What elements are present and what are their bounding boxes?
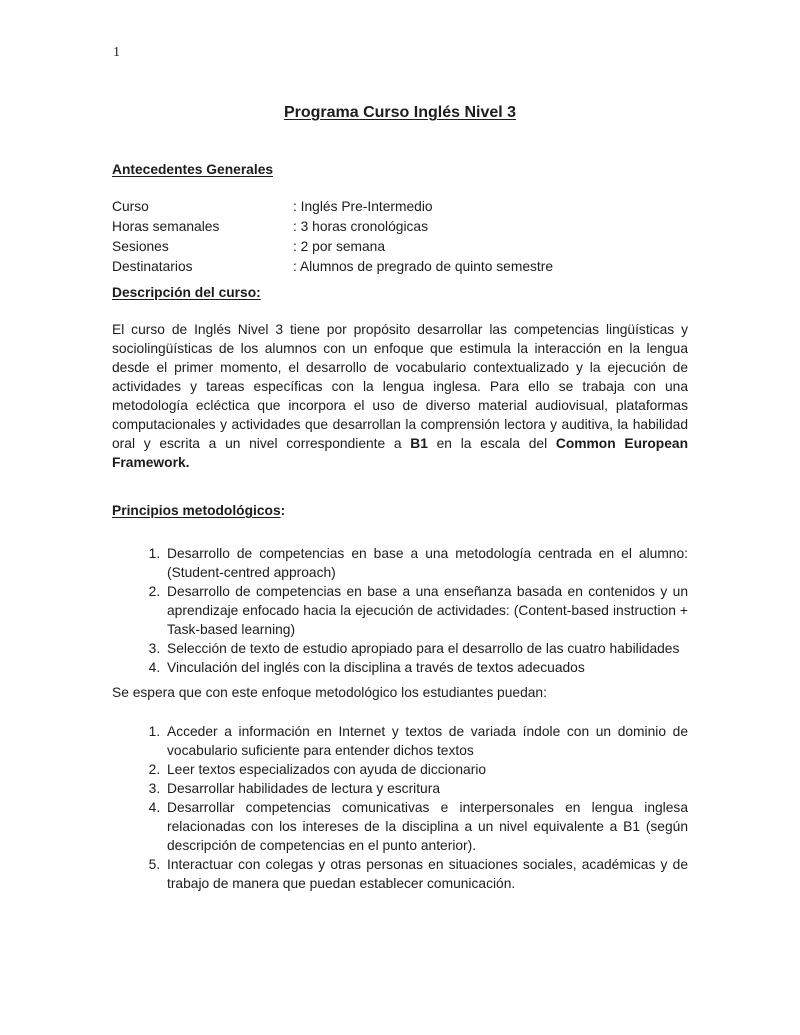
description-bold-b1: B1 — [410, 436, 428, 451]
info-label: Curso — [112, 199, 149, 214]
info-row-horas — [112, 217, 688, 237]
list-item: 4. Desarrollar competencias comunicativas e interpersonales en lengua inglesa relacionadas con los intereses de la disciplina a un nivel equivalente a B1 (según descripción de competencias en el punto anterior). — [164, 798, 688, 855]
list-item: 4. Vinculación del inglés con la disciplina a través de textos adecuados — [164, 658, 688, 677]
info-label: Sesiones — [112, 239, 169, 254]
info-value: : 2 por semana — [293, 239, 386, 254]
list-item: 1. Acceder a información en Internet y textos de variada índole con un dominio de vocabulario suficiente para entender dichos textos — [164, 722, 688, 760]
section-heading-principios — [112, 502, 688, 520]
description-bold-framework: Common European Framework. — [112, 436, 689, 470]
expectativas-intro: Se espera que con este enfoque metodológico los estudiantes puedan: — [112, 685, 547, 700]
list-item: 2. Leer textos especializados con ayuda de diccionario — [164, 760, 688, 779]
list-item: 5. Interactuar con colegas y otras personas en situaciones sociales, académicas y de trabajo de manera que puedan establecer comunicación. — [164, 855, 688, 893]
list-item: 3. Selección de texto de estudio apropiado para el desarrollo de las cuatro habilidades — [164, 639, 688, 658]
principios-heading-colon: : — [280, 503, 286, 518]
info-value: : Alumnos de pregrado de quinto semestre — [293, 259, 553, 274]
info-row-sesiones — [112, 237, 688, 257]
info-label: Horas semanales — [112, 219, 220, 234]
info-value: : Inglés Pre-Intermedio — [293, 199, 433, 214]
list-item: 1. Desarrollo de competencias en base a una metodología centrada en el alumno: (Student-centred approach) — [164, 544, 688, 582]
section-heading-antecedentes: Antecedentes Generales — [112, 162, 274, 177]
section-heading-descripcion: Descripción del curso: — [112, 285, 261, 300]
info-row-destinatarios — [112, 257, 688, 277]
principios-list — [112, 544, 688, 677]
info-value: : 3 horas cronológicas — [293, 219, 428, 234]
course-info-table — [112, 197, 688, 277]
info-label: Destinatarios — [112, 259, 193, 274]
course-description-paragraph — [112, 320, 688, 472]
description-text-1: El curso de Inglés Nivel 3 tiene por propósito desarrollar las competencias lingüísticas y sociolingüísticas de los alumnos con un enfoque que estimula la interacción en la lengua desde el primer momento, el desarrollo de vocabulario contextualizado y la ejecución de actividades y tareas específicas con la lengua inglesa. Para ello se trabaja con una metodología ecléctica que incorpora el uso de diverso material audiovisual, plataformas computacionales y actividades que desarrollan la comprensión lectora y auditiva, la habilidad oral y escrita a un nivel correspondiente a — [112, 322, 688, 451]
expectativas-list — [112, 722, 688, 893]
description-text-2: en la escala del — [427, 436, 556, 451]
list-item: 2. Desarrollo de competencias en base a una enseñanza basada en contenidos y un aprendizaje enfocado hacia la ejecución de actividades: (Content-based instruction + Task-based learning) — [164, 582, 688, 639]
principios-heading-text: Principios metodológicos — [112, 503, 281, 518]
page-number: 1 — [113, 45, 120, 60]
list-item: 3. Desarrollar habilidades de lectura y escritura — [164, 779, 688, 798]
document-title: Programa Curso Inglés Nivel 3 — [283, 104, 517, 121]
info-row-curso — [112, 197, 688, 217]
